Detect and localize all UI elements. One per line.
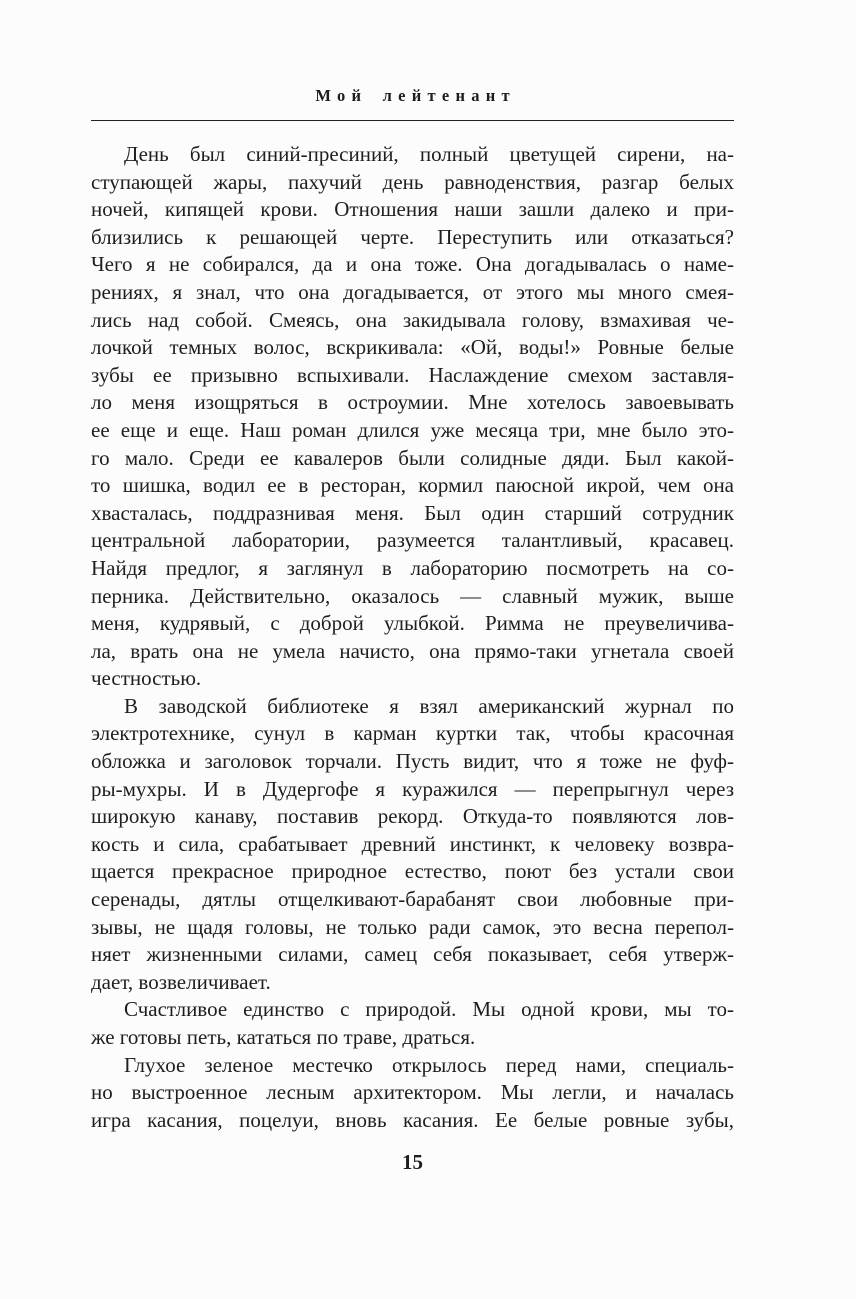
- text-line: то шишка, водил ее в ресторан, кормил паюсной икрой, чем она: [91, 473, 734, 498]
- text-line: меня, кудрявый, с доброй улыбкой. Римма не преувеличива-: [91, 611, 734, 636]
- text-line: ры-мухры. И в Дудергофе я куражился — перепрыгнул через: [91, 776, 734, 801]
- text-line: хвасталась, поддразнивая меня. Был один старший сотрудник: [91, 500, 734, 525]
- text-line: ступающей жары, пахучий день равноденствия, разгар белых: [91, 169, 734, 194]
- text-line: игра касания, поцелуи, вновь касания. Ее белые ровные зубы,: [91, 1107, 734, 1132]
- paragraph: [91, 1052, 734, 1135]
- text-line: рениях, я знал, что она догадывается, от этого мы много смея-: [91, 279, 734, 304]
- page-content: [91, 87, 734, 1176]
- text-line: лочкой темных волос, вскрикивала: «Ой, воды!» Ровные белые: [91, 335, 734, 360]
- text-line: центральной лаборатории, разумеется талантливый, красавец.: [91, 528, 734, 553]
- running-header: Мой лейтенант: [315, 86, 516, 105]
- text-line: перника. Действительно, оказалось — славный мужик, выше: [91, 583, 734, 608]
- text-line: ее еще и еще. Наш роман длился уже месяца три, мне было это-: [91, 417, 734, 442]
- text-line: честностью.: [91, 666, 202, 691]
- paragraph: [91, 693, 734, 997]
- text-line: лись над собой. Смеясь, она закидывала голову, взмахивая че-: [91, 307, 734, 332]
- text-line: В заводской библиотеке я взял американский журнал по: [124, 693, 734, 718]
- text-line: дает, возвеличивает.: [91, 969, 271, 994]
- text-line: обложка и заголовок торчали. Пусть видит, что я тоже не фуф-: [91, 749, 734, 774]
- paragraph: [91, 996, 734, 1051]
- text-line: ночей, кипящей крови. Отношения наши зашли далеко и при-: [91, 197, 734, 222]
- text-line: Чего я не собирался, да и она тоже. Она догадывалась о наме-: [91, 252, 734, 277]
- text-line: широкую канаву, поставив рекорд. Откуда-то появляются лов-: [91, 804, 734, 829]
- text-line: День был синий-пресиний, полный цветущей сирени, на-: [124, 142, 734, 166]
- text-line: зубы ее призывно вспыхивали. Наслаждение смехом заставля-: [91, 362, 734, 387]
- text-line: няет жизненными силами, самец себя показывает, себя утверж-: [91, 942, 734, 967]
- text-line: ло меня изощряться в остроумии. Мне хотелось завоевывать: [91, 390, 734, 415]
- text-line: же готовы петь, кататься по траве, драться.: [91, 1025, 476, 1049]
- text-line: электротехнике, сунул в карман куртки так, чтобы красочная: [91, 721, 734, 746]
- text-line: щается прекрасное природное естество, поют без устали свои: [91, 859, 734, 884]
- paragraph: [91, 141, 734, 693]
- text-line: го мало. Среди ее кавалеров были солидные дяди. Был какой-: [91, 445, 734, 470]
- text-line: Найдя предлог, я заглянул в лабораторию посмотреть на со-: [91, 555, 734, 580]
- text-line: серенады, дятлы отщелкивают-барабанят свои любовные при-: [91, 887, 734, 912]
- text-line: Счастливое единство с природой. Мы одной крови, мы то-: [124, 997, 734, 1022]
- header-rule: [91, 120, 734, 121]
- text-line: зывы, не щадя головы, не только ради самок, это весна перепол-: [91, 914, 734, 939]
- text-line: Глухое зеленое местечко открылось перед нами, специаль-: [124, 1052, 734, 1077]
- text-line: кость и сила, срабатывает древний инстинкт, к человеку возвра-: [91, 831, 734, 856]
- page-body: [91, 141, 734, 1134]
- text-line: но выстроенное лесным архитектором. Мы легли, и началась: [91, 1080, 734, 1105]
- page-number: 15: [402, 1150, 423, 1175]
- text-line: близились к решающей черте. Переступить или отказаться?: [91, 224, 734, 249]
- text-line: ла, врать она не умела начисто, она прямо-таки угнетала своей: [91, 638, 734, 663]
